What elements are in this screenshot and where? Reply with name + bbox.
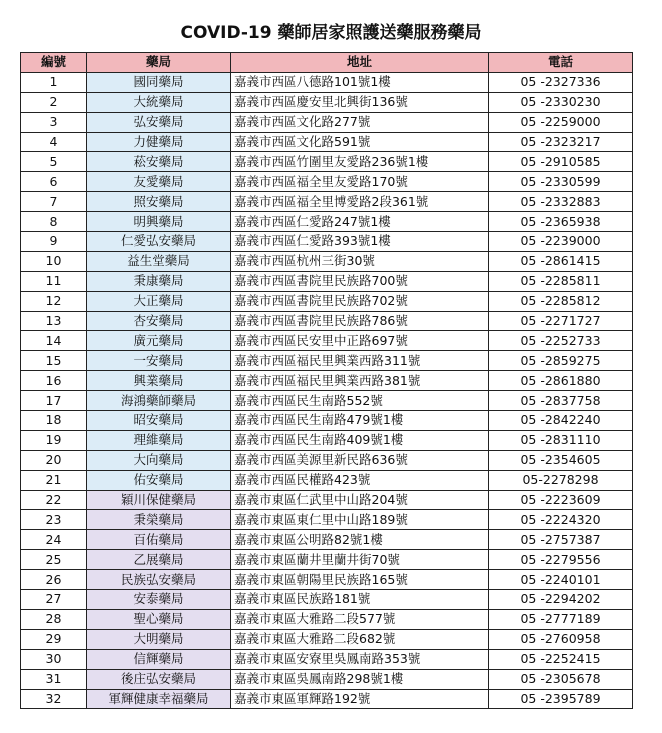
- table-row: [21, 72, 633, 92]
- header-phone: 電話: [489, 53, 633, 73]
- cell-address: 嘉義市西區仁愛路393號1樓: [231, 232, 489, 252]
- cell-phone: 05 -2842240: [489, 411, 633, 431]
- table-row: [21, 172, 633, 192]
- table-row: [21, 530, 633, 550]
- cell-pharmacy-name: 興業藥局: [87, 371, 231, 391]
- cell-pharmacy-name: 理維藥局: [87, 430, 231, 450]
- cell-no: 11: [21, 271, 87, 291]
- cell-phone: 05 -2323217: [489, 132, 633, 152]
- cell-phone: 05 -2330230: [489, 92, 633, 112]
- cell-phone: 05 -2760958: [489, 629, 633, 649]
- cell-no: 1: [21, 72, 87, 92]
- table-row: [21, 490, 633, 510]
- cell-pharmacy-name: 軍輝健康幸福藥局: [87, 689, 231, 709]
- cell-pharmacy-name: 大向藥局: [87, 450, 231, 470]
- cell-address: 嘉義市西區福民里興業西路311號: [231, 351, 489, 371]
- cell-address: 嘉義市東區蘭井里蘭井街70號: [231, 550, 489, 570]
- cell-pharmacy-name: 民族弘安藥局: [87, 570, 231, 590]
- cell-no: 3: [21, 112, 87, 132]
- cell-address: 嘉義市東區仁武里中山路204號: [231, 490, 489, 510]
- cell-address: 嘉義市西區八德路101號1樓: [231, 72, 489, 92]
- table-row: [21, 291, 633, 311]
- table-row: [21, 609, 633, 629]
- cell-pharmacy-name: 一安藥局: [87, 351, 231, 371]
- cell-address: 嘉義市西區民安里中正路697號: [231, 331, 489, 351]
- cell-no: 21: [21, 470, 87, 490]
- cell-phone: 05 -2861415: [489, 251, 633, 271]
- cell-phone: 05 -2224320: [489, 510, 633, 530]
- table-row: [21, 669, 633, 689]
- cell-pharmacy-name: 菘安藥局: [87, 152, 231, 172]
- cell-no: 14: [21, 331, 87, 351]
- table-row: [21, 590, 633, 610]
- cell-address: 嘉義市東區吳鳳南路298號1樓: [231, 669, 489, 689]
- cell-phone: 05 -2831110: [489, 430, 633, 450]
- cell-no: 27: [21, 590, 87, 610]
- cell-address: 嘉義市西區文化路591號: [231, 132, 489, 152]
- table-row: [21, 649, 633, 669]
- table-row: [21, 391, 633, 411]
- table-row: [21, 351, 633, 371]
- cell-pharmacy-name: 力健藥局: [87, 132, 231, 152]
- cell-pharmacy-name: 信輝藥局: [87, 649, 231, 669]
- cell-address: 嘉義市西區杭州三街30號: [231, 251, 489, 271]
- cell-address: 嘉義市西區福民里興業西路381號: [231, 371, 489, 391]
- cell-phone: 05 -2757387: [489, 530, 633, 550]
- table-row: [21, 430, 633, 450]
- cell-no: 20: [21, 450, 87, 470]
- cell-phone: 05 -2365938: [489, 212, 633, 232]
- table-row: [21, 212, 633, 232]
- table-row: [21, 331, 633, 351]
- cell-phone: 05 -2354605: [489, 450, 633, 470]
- cell-no: 7: [21, 192, 87, 212]
- cell-phone: 05 -2327336: [489, 72, 633, 92]
- cell-pharmacy-name: 安泰藥局: [87, 590, 231, 610]
- cell-pharmacy-name: 昭安藥局: [87, 411, 231, 431]
- table-row: [21, 570, 633, 590]
- table-row: [21, 152, 633, 172]
- cell-phone: 05 -2285811: [489, 271, 633, 291]
- table-header-row: [21, 53, 633, 73]
- cell-phone: 05 -2294202: [489, 590, 633, 610]
- cell-phone: 05 -2859275: [489, 351, 633, 371]
- cell-phone: 05-2278298: [489, 470, 633, 490]
- cell-no: 5: [21, 152, 87, 172]
- cell-no: 30: [21, 649, 87, 669]
- cell-phone: 05 -2223609: [489, 490, 633, 510]
- table-row: [21, 689, 633, 709]
- cell-phone: 05 -2777189: [489, 609, 633, 629]
- cell-pharmacy-name: 百佑藥局: [87, 530, 231, 550]
- cell-pharmacy-name: 國同藥局: [87, 72, 231, 92]
- cell-address: 嘉義市東區大雅路二段577號: [231, 609, 489, 629]
- cell-address: 嘉義市東區東仁里中山路189號: [231, 510, 489, 530]
- cell-no: 19: [21, 430, 87, 450]
- cell-address: 嘉義市西區福全里博愛路2段361號: [231, 192, 489, 212]
- table-row: [21, 371, 633, 391]
- cell-no: 32: [21, 689, 87, 709]
- table-row: [21, 510, 633, 530]
- cell-address: 嘉義市西區竹圍里友愛路236號1樓: [231, 152, 489, 172]
- cell-no: 29: [21, 629, 87, 649]
- document-title: COVID-19 藥師居家照護送藥服務藥局: [180, 23, 482, 43]
- cell-pharmacy-name: 杏安藥局: [87, 311, 231, 331]
- cell-pharmacy-name: 廣元藥局: [87, 331, 231, 351]
- cell-no: 17: [21, 391, 87, 411]
- cell-address: 嘉義市東區安寮里吳鳳南路353號: [231, 649, 489, 669]
- cell-phone: 05 -2285812: [489, 291, 633, 311]
- header-address: 地址: [231, 53, 489, 73]
- header-no: 編號: [21, 53, 87, 73]
- cell-pharmacy-name: 大正藥局: [87, 291, 231, 311]
- table-row: [21, 192, 633, 212]
- cell-phone: 05 -2861880: [489, 371, 633, 391]
- cell-phone: 05 -2279556: [489, 550, 633, 570]
- cell-phone: 05 -2837758: [489, 391, 633, 411]
- cell-address: 嘉義市西區文化路277號: [231, 112, 489, 132]
- cell-no: 22: [21, 490, 87, 510]
- cell-pharmacy-name: 友愛藥局: [87, 172, 231, 192]
- cell-address: 嘉義市西區仁愛路247號1樓: [231, 212, 489, 232]
- table-row: [21, 470, 633, 490]
- cell-no: 16: [21, 371, 87, 391]
- cell-phone: 05 -2332883: [489, 192, 633, 212]
- cell-no: 10: [21, 251, 87, 271]
- table-row: [21, 112, 633, 132]
- cell-pharmacy-name: 大明藥局: [87, 629, 231, 649]
- cell-address: 嘉義市西區書院里民族路702號: [231, 291, 489, 311]
- table-row: [21, 411, 633, 431]
- table-row: [21, 311, 633, 331]
- cell-no: 23: [21, 510, 87, 530]
- cell-no: 26: [21, 570, 87, 590]
- cell-pharmacy-name: 弘安藥局: [87, 112, 231, 132]
- table-row: [21, 232, 633, 252]
- cell-no: 12: [21, 291, 87, 311]
- table-row: [21, 629, 633, 649]
- table-body: [21, 72, 633, 709]
- cell-no: 15: [21, 351, 87, 371]
- cell-pharmacy-name: 海鴻藥師藥局: [87, 391, 231, 411]
- cell-no: 18: [21, 411, 87, 431]
- cell-pharmacy-name: 佑安藥局: [87, 470, 231, 490]
- cell-pharmacy-name: 大統藥局: [87, 92, 231, 112]
- cell-address: 嘉義市西區民生南路409號1樓: [231, 430, 489, 450]
- cell-address: 嘉義市西區民權路423號: [231, 470, 489, 490]
- cell-pharmacy-name: 秉康藥局: [87, 271, 231, 291]
- cell-phone: 05 -2252415: [489, 649, 633, 669]
- cell-no: 28: [21, 609, 87, 629]
- cell-no: 6: [21, 172, 87, 192]
- table-row: [21, 132, 633, 152]
- cell-address: 嘉義市東區民族路181號: [231, 590, 489, 610]
- cell-pharmacy-name: 後庄弘安藥局: [87, 669, 231, 689]
- cell-address: 嘉義市西區民生南路479號1樓: [231, 411, 489, 431]
- cell-phone: 05 -2239000: [489, 232, 633, 252]
- table-row: [21, 271, 633, 291]
- table-row: [21, 92, 633, 112]
- cell-phone: 05 -2240101: [489, 570, 633, 590]
- table-row: [21, 251, 633, 271]
- cell-pharmacy-name: 益生堂藥局: [87, 251, 231, 271]
- cell-address: 嘉義市西區書院里民族路786號: [231, 311, 489, 331]
- cell-phone: 05 -2271727: [489, 311, 633, 331]
- cell-pharmacy-name: 仁愛弘安藥局: [87, 232, 231, 252]
- cell-address: 嘉義市東區公明路82號1樓: [231, 530, 489, 550]
- cell-no: 25: [21, 550, 87, 570]
- cell-pharmacy-name: 照安藥局: [87, 192, 231, 212]
- cell-phone: 05 -2252733: [489, 331, 633, 351]
- cell-no: 8: [21, 212, 87, 232]
- cell-phone: 05 -2910585: [489, 152, 633, 172]
- cell-address: 嘉義市東區大雅路二段682號: [231, 629, 489, 649]
- cell-phone: 05 -2330599: [489, 172, 633, 192]
- cell-address: 嘉義市東區軍輝路192號: [231, 689, 489, 709]
- cell-no: 13: [21, 311, 87, 331]
- cell-pharmacy-name: 聖心藥局: [87, 609, 231, 629]
- pharmacy-table: [20, 52, 633, 709]
- header-name: 藥局: [87, 53, 231, 73]
- cell-phone: 05 -2395789: [489, 689, 633, 709]
- cell-pharmacy-name: 乙展藥局: [87, 550, 231, 570]
- cell-address: 嘉義市西區美源里新民路636號: [231, 450, 489, 470]
- cell-no: 4: [21, 132, 87, 152]
- cell-address: 嘉義市西區慶安里北興街136號: [231, 92, 489, 112]
- cell-address: 嘉義市東區朝陽里民族路165號: [231, 570, 489, 590]
- cell-no: 24: [21, 530, 87, 550]
- cell-phone: 05 -2259000: [489, 112, 633, 132]
- cell-pharmacy-name: 穎川保健藥局: [87, 490, 231, 510]
- cell-no: 2: [21, 92, 87, 112]
- cell-pharmacy-name: 秉榮藥局: [87, 510, 231, 530]
- cell-address: 嘉義市西區民生南路552號: [231, 391, 489, 411]
- cell-phone: 05 -2305678: [489, 669, 633, 689]
- table-row: [21, 550, 633, 570]
- cell-address: 嘉義市西區書院里民族路700號: [231, 271, 489, 291]
- cell-address: 嘉義市西區福全里友愛路170號: [231, 172, 489, 192]
- cell-no: 31: [21, 669, 87, 689]
- cell-no: 9: [21, 232, 87, 252]
- table-row: [21, 450, 633, 470]
- cell-pharmacy-name: 明興藥局: [87, 212, 231, 232]
